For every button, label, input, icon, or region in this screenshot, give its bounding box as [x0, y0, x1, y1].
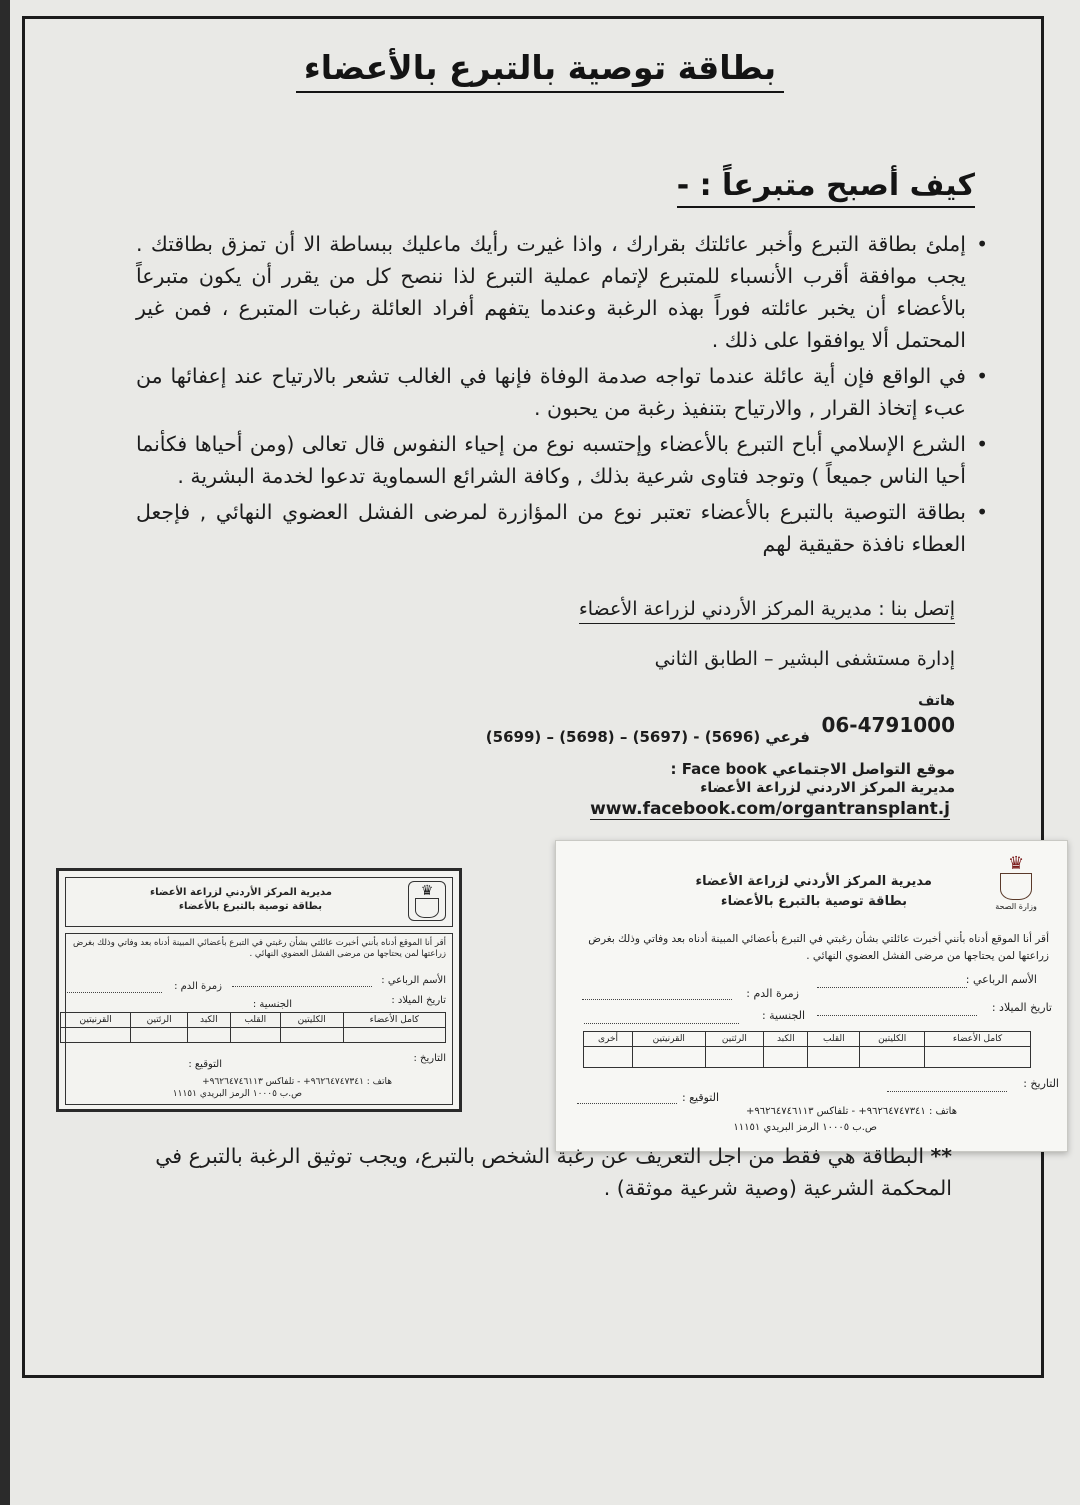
facebook-link[interactable] — [590, 799, 950, 819]
nationality-line — [584, 1023, 739, 1024]
contact-us-line — [579, 598, 955, 620]
card-copy-dob-label: تاريخ الميلاد : — [391, 995, 446, 1006]
name-line — [232, 986, 372, 987]
organ-cell: القرنيتين — [61, 1013, 131, 1028]
footnote — [122, 1140, 952, 1204]
card-seal-label: وزارة الصحة — [995, 902, 1037, 911]
card-copy-signature-label: التوقيع : — [188, 1059, 222, 1070]
organ-cell: كامل الأعضاء — [343, 1013, 445, 1028]
organ-cell: الرئتين — [131, 1013, 188, 1028]
organ-cell: الكبد — [187, 1013, 230, 1028]
phone-label: هاتف — [918, 693, 955, 709]
list-item: • إملئ بطاقة التبرع وأخبر عائلتك بقرارك ، واذا غيرت رأيك ماعليك ببساطة الا أن تمزق بطاقتك . يجب موافقة أقرب الأنسباء للمتبرع لإتمام عملية التبرع لذا ننصح كل من يقرر أن يكون متبرعاً بالأعضاء أن يخبر عائلته فوراً بهذه الرغبة وعندما يتفهم أفراد العائلة رغبات المتبرع ، فمن غير المحتمل ألا يوافقوا على ذلك . — [136, 228, 966, 356]
facebook-url[interactable]: www.facebook.com/organtransplant.j — [590, 799, 950, 819]
footnote-mark: ** — [930, 1144, 952, 1168]
page-title — [0, 48, 1080, 87]
list-item: • في الواقع فإن أية عائلة عندما تواجه صدمة الوفاة فإنها في الغالب تشعر بالارتياح عند إعفائها من عبء إتخاذ القرار , والارتياح بتنفيذ رغبة من يحبون . — [136, 360, 966, 424]
blood-line — [67, 992, 162, 993]
social-label: موقع التواصل الاجتماعي Face book : — [670, 760, 955, 778]
card-copy-title: بطاقة توصية بالتبرع بالأعضاء — [178, 901, 322, 912]
card-date-label: التاريخ : — [1023, 1077, 1059, 1090]
address-line: إدارة مستشفى البشير – الطابق الثاني — [654, 648, 955, 670]
organ-cell: أخرى — [584, 1032, 633, 1047]
organ-cell: الرئتين — [705, 1032, 764, 1047]
how-heading — [677, 168, 975, 203]
page-title-text: بطاقة توصية بالتبرع بالأعضاء — [296, 48, 784, 93]
card-dob-label: تاريخ الميلاد : — [991, 1001, 1052, 1014]
card-copy-blood-label: زمرة الدم : — [174, 981, 222, 992]
card-org: مديرية المركز الأردني لزراعة الأعضاء — [695, 874, 932, 889]
phone-number: 06-4791000 — [821, 713, 955, 737]
card-copy-name-label: الأسم الرباعي : — [381, 975, 446, 986]
organ-cell: الكليتين — [280, 1013, 343, 1028]
name-line — [817, 987, 967, 988]
card-nationality-label: الجنسية : — [761, 1009, 805, 1022]
card-declaration: أقر أنا الموقع أدناه بأنني أخبرت عائلتي بشأن رغبتي في التبرع بأعضائي المبينة أدناه بعد وفاتي وذلك بغرض زراعتها لمن يحتاجها من مرضى الفشل العضوي النهائي . — [588, 933, 1049, 962]
footnote-text: البطاقة هي فقط من اجل التعريف عن رغبة الشخص بالتبرع، ويجب توثيق الرغبة بالتبرع في المحكمة الشرعية (وصية شرعية موثقة) . — [155, 1144, 952, 1200]
phone-extensions: فرعي (5696) - (5697) – (5698) – (5699) — [485, 728, 810, 746]
card-blood-label: زمرة الدم : — [746, 987, 799, 1000]
organ-cell: القلب — [230, 1013, 280, 1028]
card-organs-table — [583, 1031, 1031, 1068]
card-pobox: ص.ب ١٠٠٠٥ الرمز البريدي ١١١٥١ — [733, 1122, 877, 1133]
list-item: • بطاقة التوصية بالتبرع بالأعضاء تعتبر نوع من المؤازرة لمرضى الفشل العضوي النهائي , فإجعل العطاء نافذة حقيقية لهم — [136, 496, 966, 560]
dob-line — [817, 1015, 977, 1016]
social-name: مديرية المركز الاردني لزراعة الأعضاء — [700, 780, 955, 796]
donor-card-copy — [56, 868, 462, 1112]
card-copy-declaration: أقر أنا الموقع أدناه بأنني أخبرت عائلتي بشأن رغبتي في التبرع بأعضائي المبينة أدناه بعد وفاتي وذلك بغرض زراعتها لمن يحتاجها من مرضى الفشل العضوي النهائي . — [73, 938, 446, 959]
card-copy-date-label: التاريخ : — [413, 1053, 446, 1064]
emblem-icon: ♛ وزارة الصحة — [995, 853, 1037, 911]
donor-card — [555, 840, 1068, 1152]
card-title: بطاقة توصية بالتبرع بالأعضاء — [720, 894, 907, 909]
signature-line — [577, 1103, 677, 1104]
organ-cell: القلب — [808, 1032, 860, 1047]
how-heading-text: كيف أصبح متبرعاً : - — [677, 168, 975, 208]
card-copy-organs-table — [60, 1012, 446, 1043]
card-name-label: الأسم الرباعي : — [965, 973, 1037, 986]
emblem-icon: ♛ — [408, 881, 446, 921]
instructions-list — [136, 228, 990, 564]
organ-cell: الكليتين — [860, 1032, 925, 1047]
card-copy-header — [65, 877, 453, 927]
card-copy-org: مديرية المركز الأردني لزراعة الأعضاء — [150, 887, 332, 898]
organ-cell: القرنيتين — [632, 1032, 705, 1047]
list-item: • الشرع الإسلامي أباح التبرع بالأعضاء وإحتسبه نوع من إحياء النفوس قال تعالى (ومن أحياها فكأنما أحيا الناس جميعاً ) وتوجد فتاوى شرعية بذلك , وكافة الشرائع السماوية تدعوا لخدمة البشرية . — [136, 428, 966, 492]
organ-cell: كامل الأعضاء — [925, 1032, 1031, 1047]
date-line — [887, 1091, 1007, 1092]
card-copy-phone: هاتف : ٩٦٢٦٤٧٤٧٣٤١+ - تلفاكس ٩٦٢٦٤٧٤٦١١٣+ — [202, 1077, 392, 1087]
card-copy-body — [65, 933, 453, 1105]
card-signature-label: التوقيع : — [681, 1091, 719, 1104]
contact-us-text: إتصل بنا : مديرية المركز الأردني لزراعة الأعضاء — [579, 598, 955, 624]
card-copy-pobox: ص.ب ١٠٠٠٥ الرمز البريدي ١١١٥١ — [172, 1089, 302, 1099]
organ-cell: الكبد — [764, 1032, 808, 1047]
card-phone: هاتف : ٩٦٢٦٤٧٤٧٣٤١+ - تلفاكس ٩٦٢٦٤٧٤٦١١٣+ — [746, 1106, 957, 1117]
card-copy-nationality-label: الجنسية : — [252, 999, 292, 1010]
blood-line — [582, 999, 732, 1000]
